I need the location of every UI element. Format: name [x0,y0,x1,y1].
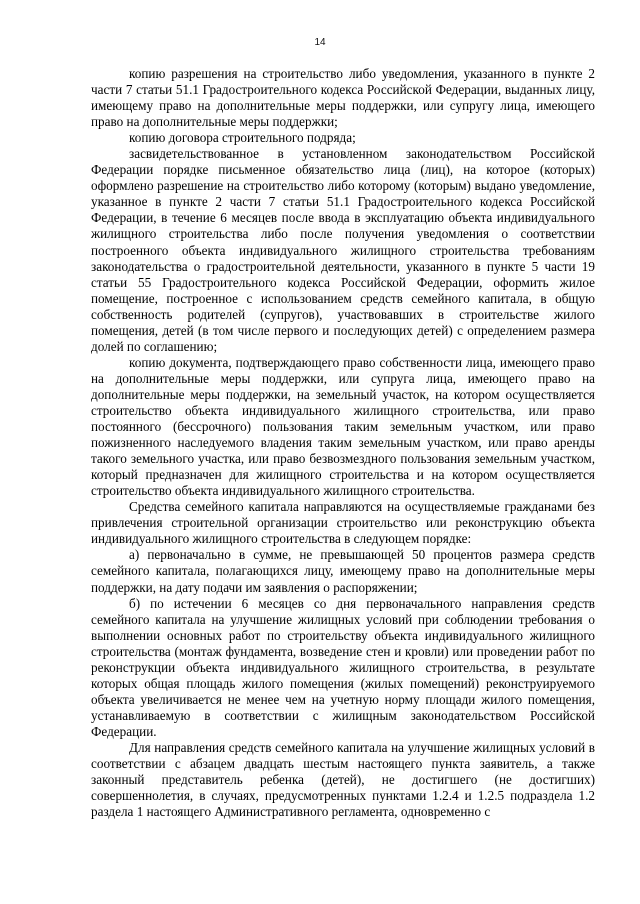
page-number: 14 [314,37,326,48]
paragraph: б) по истечении 6 месяцев со дня первоначального направления средств семейного капитала на улучшение жилищных условий при соблюдении требования о выполнении основных работ по строительству объекта индивидуального жилищного строительства (монтаж фундамента, возведение стен и кровли) или проведении работ по реконструкции объекта индивидуального жилищного строительства, в результате которых общая площадь жилого помещения (жилых помещений) реконструируемого объекта увеличивается не менее чем на учетную норму площади жилого помещения, устанавливаемую в соответствии с жилищным законодательством Российской Федерации. [91,595,595,739]
paragraph: засвидетельствованное в установленном законодательством Российской Федерации порядке письменное обязательство лица (лиц), на которое (которых) оформлено разрешение на строительство либо которому (которым) выдано уведомление, указанное в пункте 2 части 7 статьи 51.1 Градостроительного кодекса Российской Федерации, в течение 6 месяцев после ввода в эксплуатацию объекта индивидуального жилищного строительства либо после получения уведомления о соответствии построенного объекта индивидуального жилищного строительства требованиям законодательства о градостроительной деятельности, указанного в пункте 5 части 19 статьи 55 Градостроительного кодекса Российской Федерации, оформить жилое помещение, построенное с использованием средств семейного капитала, в общую собственность родителей (супругов), участвовавших в строительстве жилого помещения, детей (в том числе первого и последующих детей) с определением размера долей по соглашению; [91,146,595,354]
paragraph: Для направления средств семейного капитала на улучшение жилищных условий в соответствии с абзацем двадцать шестым настоящего пункта заявитель, а также законный представитель ребенка (детей), не достигшего (не достигших) совершеннолетия, в случаях, предусмотренных пунктами 1.2.4 и 1.2.5 подраздела 1.2 раздела 1 настоящего Административного регламента, одновременно с [91,739,595,820]
paragraph: копию договора строительного подряда; [129,130,356,146]
paragraph: а) первоначально в сумме, не превышающей 50 процентов размера средств семейного капитала, полагающихся лицу, имеющему право на дополнительные меры поддержки, на дату подачи им заявления о распоряжении; [91,547,595,595]
paragraph: копию документа, подтверждающего право собственности лица, имеющего право на дополнительные меры поддержки, или супруга лица, имеющего право на дополнительные меры поддержки, на земельный участок, на котором осуществляется строительство объекта индивидуального жилищного строительства, или право постоянного (бессрочного) пользования таким земельным участком, или право пожизненного наследуемого владения таким земельным участком, или право аренды такого земельного участка, или право безвозмездного пользования земельным участком, который предназначен для жилищного строительства и на котором осуществляется строительство объекта индивидуального жилищного строительства. [91,354,595,499]
document-body [91,66,595,820]
paragraph: Средства семейного капитала направляются на осуществляемые гражданами без привлечения строительной организации строительство или реконструкцию объекта индивидуального жилищного строительства в следующем порядке: [91,499,595,547]
paragraph: копию разрешения на строительство либо уведомления, указанного в пункте 2 части 7 статьи 51.1 Градостроительного кодекса Российской Федерации, выданных лицу, имеющему право на дополнительные меры поддержки, или супругу лица, имеющего право на дополнительные меры поддержки; [91,66,595,130]
